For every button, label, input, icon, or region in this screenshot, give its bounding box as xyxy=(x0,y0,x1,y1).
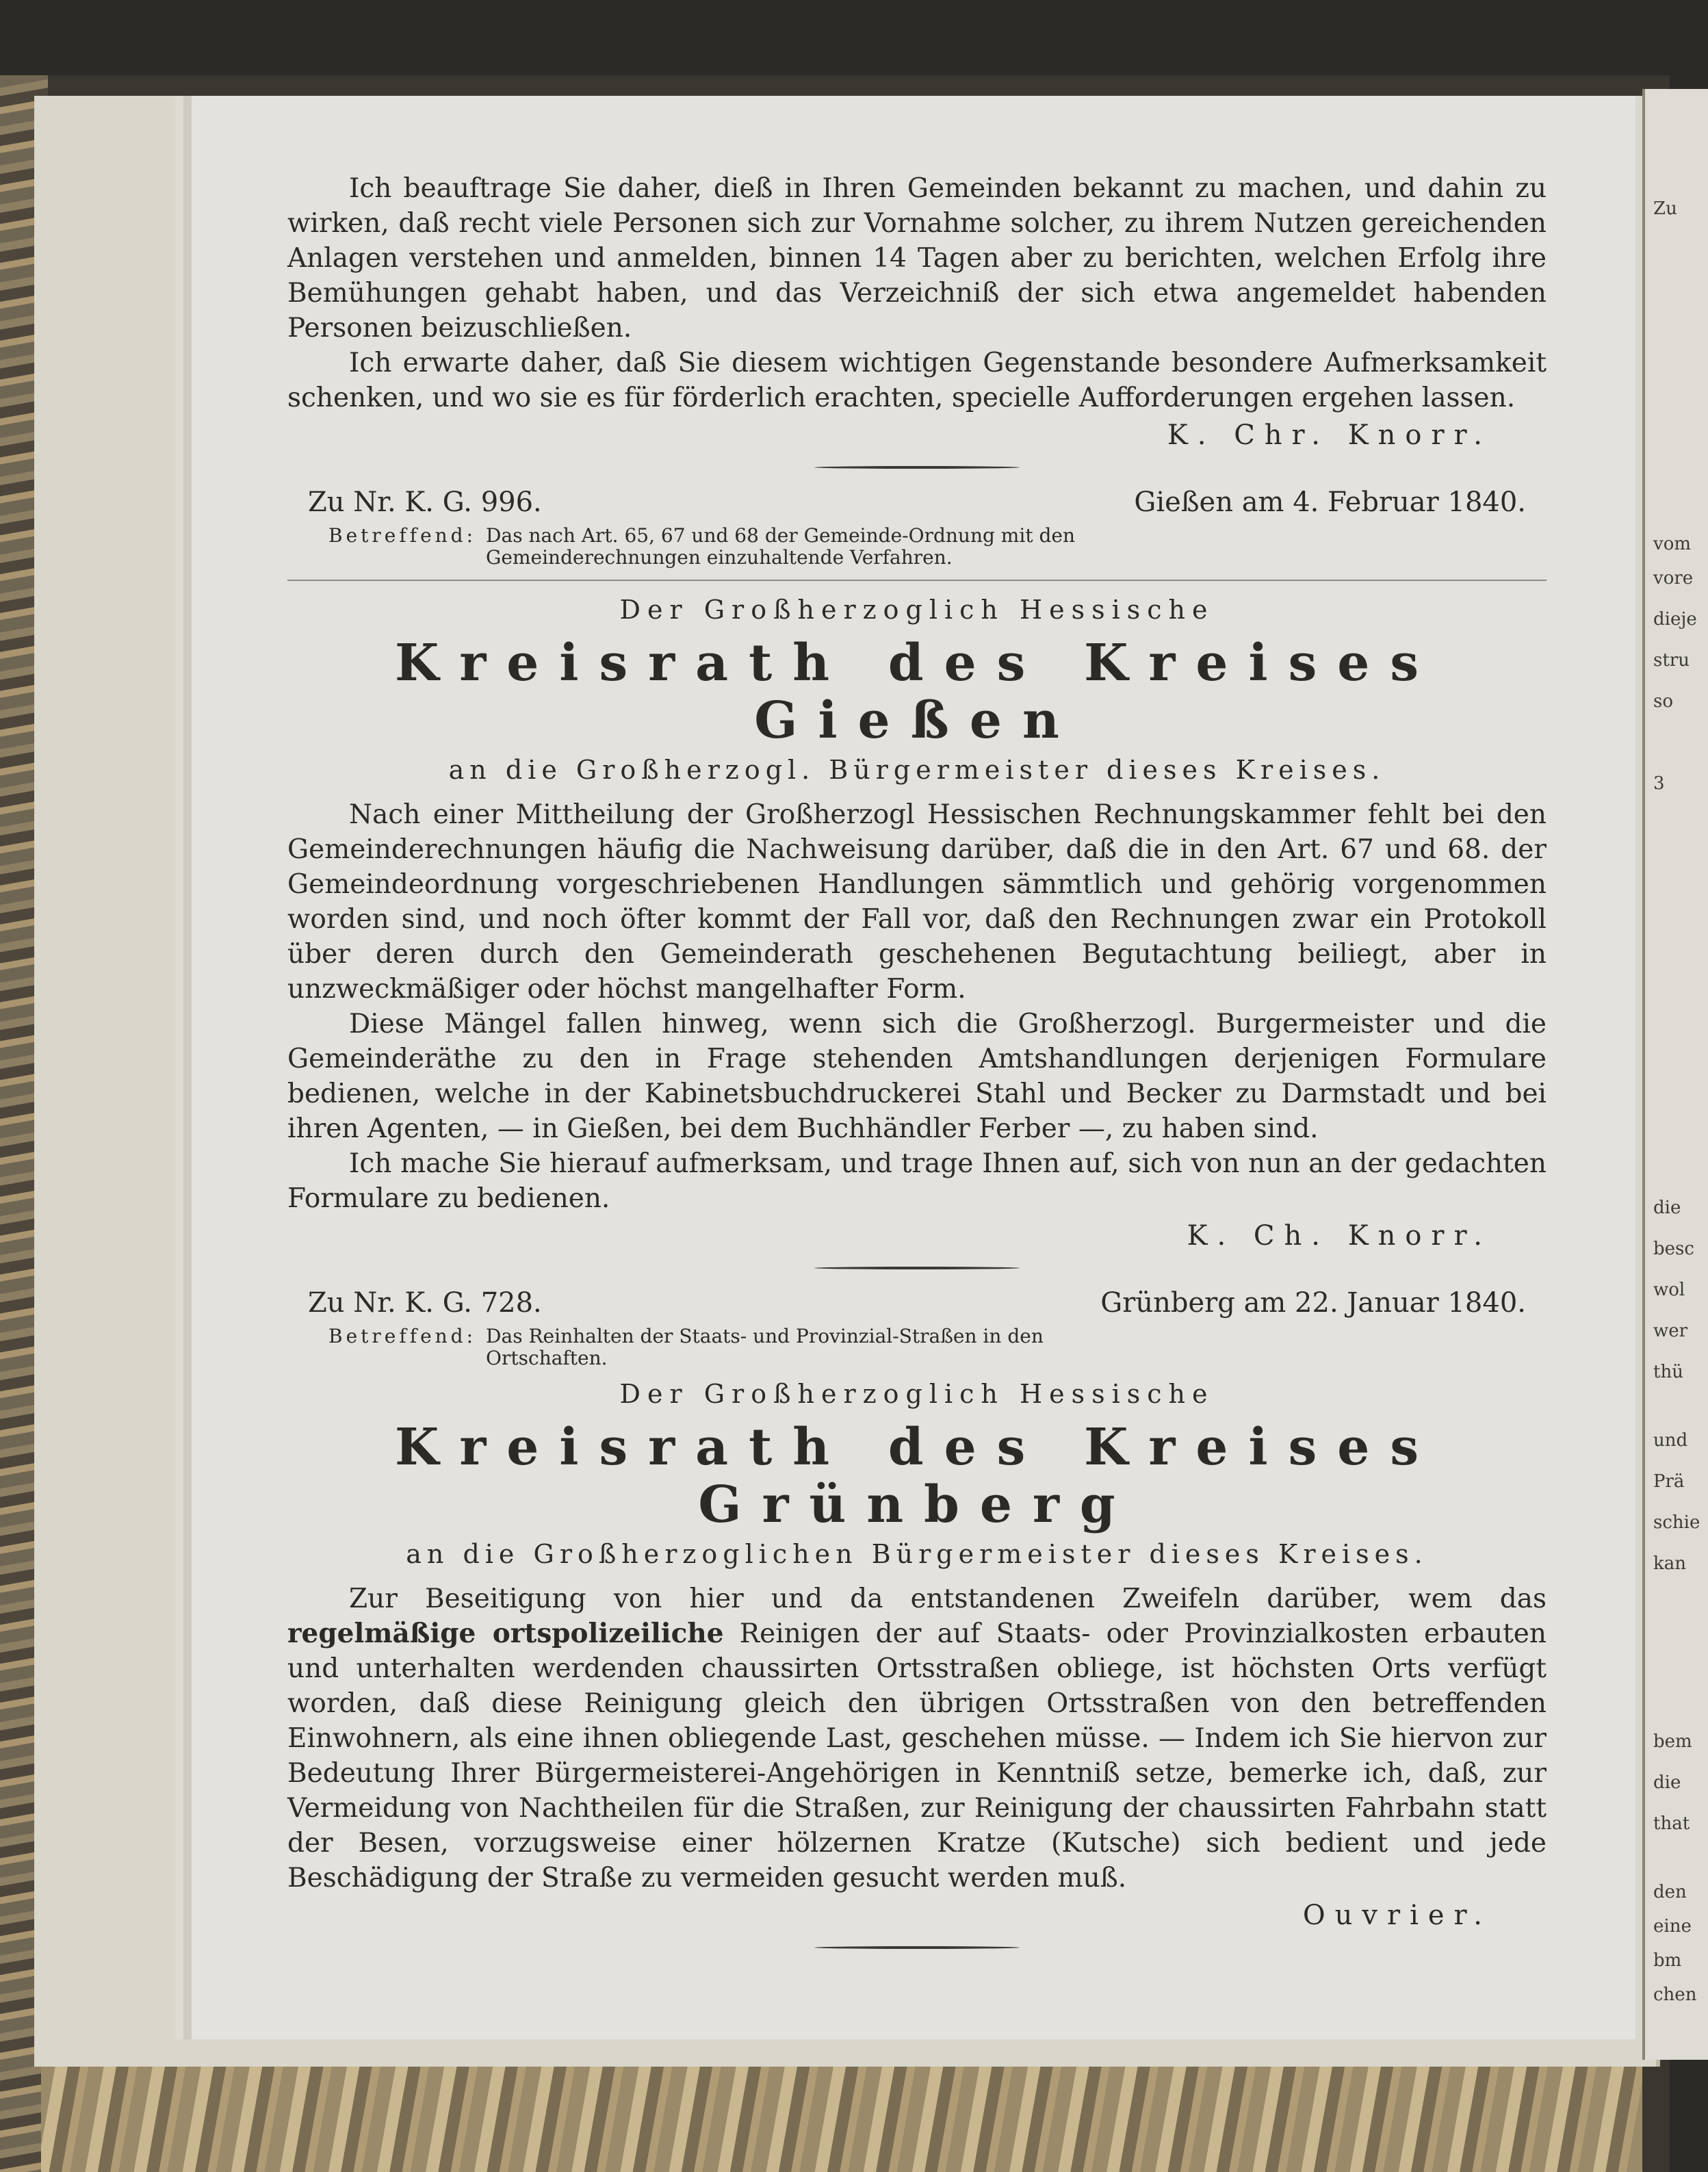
signature: K. Ch. Knorr. xyxy=(1187,1220,1492,1252)
emphasis-text: regelmäßige ortspolizeiliche xyxy=(287,1618,724,1649)
fragment-text: eine xyxy=(1653,1916,1692,1937)
marbled-edge-bottom xyxy=(41,2060,1642,2172)
paragraph xyxy=(287,1581,1547,1896)
fragment-text: und xyxy=(1653,1430,1688,1451)
authority-line-1: Der Großherzoglich Hessische xyxy=(619,1379,1215,1409)
paragraph: Diese Mängel fallen hinweg, wenn sich die Großherzogl. Burgermeister und die Gemeinderäthe zu den in Frage stehenden Amtshandlungen derjenigen Formulare bedienen, welche in der Kabinetsbuchdruckerei Stahl und Becker zu Darmstadt und bei ihren Agenten, — in Gießen, bei dem Buchhändler Ferber —, zu haben sind. xyxy=(287,1009,1547,1144)
authority-title: Kreisrath des Kreises Grünberg xyxy=(395,1418,1439,1534)
fragment-text: besc xyxy=(1653,1239,1694,1259)
subject-label: Betreffend: xyxy=(328,524,477,547)
place-date: Gießen am 4. Februar 1840. xyxy=(1134,487,1526,518)
subject-line xyxy=(328,525,1547,569)
divider xyxy=(814,1267,1020,1269)
fragment-text: dieje xyxy=(1653,609,1697,630)
fragment-text: Prä xyxy=(1653,1471,1685,1492)
fragment-text: kan xyxy=(1653,1553,1687,1574)
adjacent-page-fragment xyxy=(1642,89,1708,2060)
divider xyxy=(814,466,1020,469)
signature: Ouvrier. xyxy=(1302,1900,1492,1931)
fragment-text: die xyxy=(1653,1772,1681,1793)
authority-line-1: Der Großherzoglich Hessische xyxy=(619,595,1215,625)
fragment-text: Zu xyxy=(1653,198,1677,219)
fragment-text: so xyxy=(1653,691,1673,712)
paragraph-start: Zur Beseitigung von hier und da entstandenen Zweifeln darüber, wem das xyxy=(349,1583,1547,1614)
authority-title: Kreisrath des Kreises Gießen xyxy=(395,634,1439,750)
page-content xyxy=(287,171,1547,1967)
place-date: Grünberg am 22. Januar 1840. xyxy=(1100,1287,1526,1319)
fragment-text: stru xyxy=(1653,650,1690,671)
paragraph: Ich erwarte daher, daß Sie diesem wichtigen Gegenstande besondere Aufmerksamkeit schenken, und wo sie es für förderlich erachten, specielle Aufforderungen ergehen lassen. xyxy=(287,348,1547,413)
section-2 xyxy=(287,487,1547,1252)
fragment-text: wer xyxy=(1653,1321,1688,1341)
signature: K. Chr. Knorr. xyxy=(1167,419,1492,451)
subject-label: Betreffend: xyxy=(328,1325,477,1347)
fragment-text: that xyxy=(1653,1813,1690,1834)
authority-line-3: an die Großherzoglichen Bürgermeister dieses Kreises. xyxy=(406,1539,1428,1569)
paragraph-rest: Reinigen der auf Staats- oder Provinzialkosten erbauten und unterhalten werdenden chaussirten Ortsstraßen obliege, ist höchsten Orts verfügt worden, daß diese Reinigung gleich den übrigen Ortsstraßen von den betreffenden Einwohnern, als eine ihnen obliegende Last, geschehen müsse. — Indem ich Sie hiervon zur Bedeutung Ihrer Bürgermeisterei-Angehörigen in Kenntniß setze, bemerke ich, daß, zur Vermeidung von Nachtheilen für die Straßen, zur Reinigung der chaussirten Fahrbahn statt der Besen, vorzugsweise einer hölzernen Kratze (Kutsche) sich bedient und jede Beschädigung der Straße zu vermeiden gesucht werden muß. xyxy=(287,1618,1547,1893)
fragment-text: vore xyxy=(1653,568,1694,589)
fragment-text: bem xyxy=(1653,1731,1692,1752)
reference-header xyxy=(287,1287,1547,1319)
subject-text: Das Reinhalten der Staats- und Provinzial-Straßen in den Ortschaften. xyxy=(486,1325,1044,1369)
fragment-text: chen xyxy=(1653,1984,1697,2005)
fragment-text: 3 xyxy=(1653,773,1665,794)
section-3 xyxy=(287,1287,1547,1931)
reference-number: Zu Nr. K. G. 996. xyxy=(308,487,542,518)
paragraph: Ich beauftrage Sie daher, dieß in Ihren Gemeinden bekannt zu machen, und dahin zu wirken, daß recht viele Personen sich zur Vornahme solcher, zu ihrem Nutzen gereichenden Anlagen verstehen und anmelden, binnen 14 Tagen aber zu berichten, welchen Erfolg ihre Bemühungen gehabt haben, und das Verzeichniß der sich etwa angemeldet habenden Personen beizuschließen. xyxy=(287,173,1547,344)
fragment-text: schie xyxy=(1653,1512,1700,1533)
section-1 xyxy=(287,171,1547,451)
fragment-text: die xyxy=(1653,1198,1681,1218)
authority-line-3: an die Großherzogl. Bürgermeister dieses Kreises. xyxy=(448,755,1386,785)
reference-header xyxy=(287,487,1547,518)
subject-line xyxy=(328,1326,1547,1369)
fragment-text: thü xyxy=(1653,1362,1683,1382)
reference-number: Zu Nr. K. G. 728. xyxy=(308,1287,542,1319)
subject-text: Das nach Art. 65, 67 und 68 der Gemeinde-Ordnung mit den Gemeinderechnungen einzuhaltende Verfahren. xyxy=(486,524,1075,569)
divider xyxy=(814,1946,1020,1949)
paragraph: Nach einer Mittheilung der Großherzogl Hessischen Rechnungskammer fehlt bei den Gemeinderechnungen häufig die Nachweisung darüber, daß die in den Art. 67 und 68. der Gemeindeordnung vorgeschriebenen Handlungen sämmtlich und gehörig vorgenommen worden sind, und noch öfter kommt der Fall vor, daß den Rechnungen zwar ein Protokoll über deren durch den Gemeinderath geschehenen Begutachtung beiliegt, aber in unzweckmäßiger oder höchst mangelhafter Form. xyxy=(287,799,1547,1005)
fragment-text: wol xyxy=(1653,1280,1685,1300)
paragraph: Ich mache Sie hierauf aufmerksam, und trage Ihnen auf, sich von nun an der gedachten Formulare zu bedienen. xyxy=(287,1148,1547,1214)
fragment-text: bm xyxy=(1653,1950,1682,1971)
fragment-text: den xyxy=(1653,1882,1687,1902)
fragment-text: vom xyxy=(1653,534,1691,554)
separator-line xyxy=(287,580,1547,581)
